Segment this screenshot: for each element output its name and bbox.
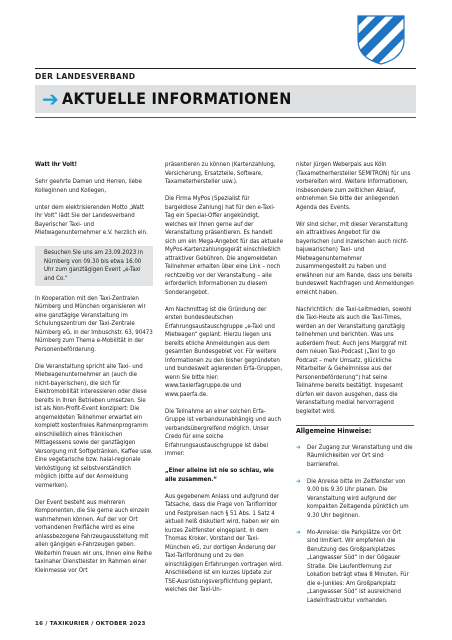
body-paragraph: präsentieren zu können (Kartenzahlung, Versicherung, Ersatzteile, Software, Taxameterhersteller usw.). [165,161,276,185]
body-paragraph: nister Jürgen Weberpals aus Köln (Taxametherhersteller SEMITRON) für uns vorbereiten wird. Weitere Informationen, insbesondere zum zeitlichen Ablauf, entnehmen Sie bitte der anliegenden Agenda des Events. [296,161,411,211]
body-paragraph: Nachrichtlich: die Taxi-Leitmedien, sowohl die Taxi-Heute als auch die Taxi-Times, werden an der Veranstaltung ganztägig teilnehmen und berichten. Was uns außerdem freut: Auch Jens Marggraf mit dem neuen Taxi-Podcast („Taxi to go Podcast – mehr Umsatz, glückliche Mitarbeiter & Geheimnisse aus der Personenbeförderung“) hat seine Teilnahme bereits bestätigt. Insgesamt dürfen wir davon ausgehen, dass die Veranstaltung medial hervorragend begleitet wird. [296,305,412,415]
page-footer: 16 / TAXIKURIER / OKTOBER 2023 [35,621,146,627]
text-column-3 [296,161,414,614]
hint-item [296,478,414,521]
arrow-right-icon: ➔ [296,528,301,536]
heading-rule [296,425,414,426]
hint-item [296,444,414,470]
body-paragraph: Wir sind sicher, mit dieser Veranstaltung ein attraktives Angebot für die bayerischen (und inzwischen auch nicht-bajuwarischen) Taxi- und Mietwagenunternehmer zusammengestellt zu haben und erwähnen nur am Rande, dass uns bereits bundesweit Nachfragen und Anmeldungen erreicht haben. [296,220,414,296]
arrow-right-icon: ➔ [296,443,301,451]
body-paragraph: Die Firma MyPos (Spezialist für bargeldlose Zahlung) hat für den e-Taxi-Tag ein Special-Offer angekündigt, welches wir Ihnen gerne auf der Veranstaltung präsentieren. Es handelt sich um ein Mega-Angebot für das aktuelle MyPos-Kartenzahlungsgerät einschließlich attraktiver Gebühren. Die angemeldeten Teilnehmer erhalten über eine Link – noch rechtzeitig vor der Veranstaltung – alle erforderlich Informationen zu diesem Sonderangebot. [165,195,283,296]
arrow-right-icon: ➔ [42,87,59,111]
body-paragraph: Aus gegebenem Anlass und aufgrund der Tatsache, dass die Frage von Tariflorridor und Festpreisen nach § 51 Abs. 1 Satz 4 aktuell heiß diskutiert wird, haben wir ein kurzes Zeitfenster eingeplant. In dem Thomas Kroker, Vorstand der Taxi-München eG, zur dortigen Änderung der Taxi-Tarifordnung und zu den einschlägigen Erfahrungen vortragen wird. Anschließend ist ein kurzes Update zur TSE-Ausrüstungsverpflichtung geplant, welches der Taxi-Un- [165,492,283,593]
arrow-right-icon: ➔ [296,477,301,485]
body-paragraph: unter dem elektrisierenden Motto „Watt Ihr Volt“ lädt Sie der Landesverband Bayerischer Taxi- und Mietwagenunternehmer e.V. herzlich ein. [35,203,148,236]
article-headline: Watt Ihr Volt! [35,161,78,168]
body-paragraph: Sehr geehrte Damen und Herren, liebe Kolleginnen und Kollegen, [35,178,142,194]
body-paragraph: Die Veranstaltung spricht alle Taxi- und Mietwagenunternehmer an (auch die nicht-bayerischen), die sich für Elektromobilität interessieren oder diese bereits in Ihren Betrieben umsetzen. Sie ist als Non-Profit-Event konzipiert: Die angemeldeten Teilnehmer erwartet ein komplett kostenfreies Rahmenprogramm einschließlich eines fränkischen Mittagessens sowie der ganztägigen Versorgung mit Softgetränken, Kaffee usw. Eine vegetarische bzw. halal-regionale Verköstigung ist selbstverständlich möglich (bitte auf der Anmeldung vermerken). [35,362,153,489]
header-rule [35,68,416,69]
quote-text: „Einer alleine ist nie so schlau, wie alle zusammen.“ [165,467,274,483]
body-paragraph: In Kooperation mit den Taxi-Zentralen Nürnberg und München organisieren wir eine ganztägige Veranstaltung im Schulungszentrum der Taxi-Zentrale Nürnberg eG, in der Imbuschstr. 63, 90473 Nürnberg zum Thema e-Mobilität in der Personenbeförderung. [35,294,153,353]
event-info-box: Besuchen Sie uns am 23.09.2023 in Nürnberg von 09.30 bis etwa 16.00 Uhr zum ganztägigen Event „e-Taxi and Co.“ [35,246,153,286]
body-paragraph: Die Teilnahme an einer solchen Erfa-Gruppe ist verbandsunabhängig und auch verbandsübergreifend möglich. Unser Credo für eine solche Erfahrungsaustauschgruppe ist dabei immer: [165,407,281,457]
hint-text: Der Zugang zur Veranstaltung und die Räumlichkeiten vor Ort sind barrierefrei. [307,443,413,468]
body-paragraph: Am Nachmittag ist die Gründung der ersten bundesdeutschen Erfahrungsaustauschgruppe „e-Taxi und Mietwagen“ geplant. Hierzu liegen uns bereits etliche Anmeldungen aus dem gesamten Bundesgebiet vor. Für weitere Informationen zu den bisher gegründeten und bundesweit agierenden Erfa-Gruppen, wenn Sie bitte hier: www.taxierfagruppe.de und www.paerfa.de. [165,305,283,398]
hint-item [296,529,414,606]
hint-text: Die Anreise bitte im Zeitfenster von 9.00 bis 9.30 Uhr planen. Die Veranstaltung wird aufgrund der kompakten Zeitagenda pünktlich um 9.30 Uhr beginnen. [307,477,409,519]
body-paragraph: Der Event besteht aus mehreren Komponenten, die Sie gerne auch einzeln wahrnehmen können. Auf der vor Ort vorhandenen Freifläche wird es eine anlassbezogene Fahrzeugausstellung mit allen gängigen e-Fahrzeugen geben. Weiterhin freuen wir uns, Ihnen eine Reihe taxinaher Dienstleister im Rahmen einer Kleinmesse vor Ort [35,498,152,574]
hint-text: Mo-Anreise: die Parkplätze vor Ort sind limitiert. Wir empfehlen die Benutzung des Großparkplatzes „Langwasser Süd“ in der Gögauer Straße. Die Laufentfernung zur Lokation beträgt etwa 8 Minuten. Für die e-Junkies: Am Großparkplatz „Langwasser Süd“ ist ausreichend Ladeinfrastruktur vorhanden. [307,528,409,604]
bavarian-crest-logo [354,14,434,66]
page-title: AKTUELLE INFORMATIONEN [62,89,292,108]
text-column-2 [165,161,283,603]
section-label: DER LANDESVERBAND [35,72,136,81]
text-column-1 [35,161,153,584]
subheading: Allgemeine Hinweise: [296,426,372,435]
title-rule [35,117,416,118]
